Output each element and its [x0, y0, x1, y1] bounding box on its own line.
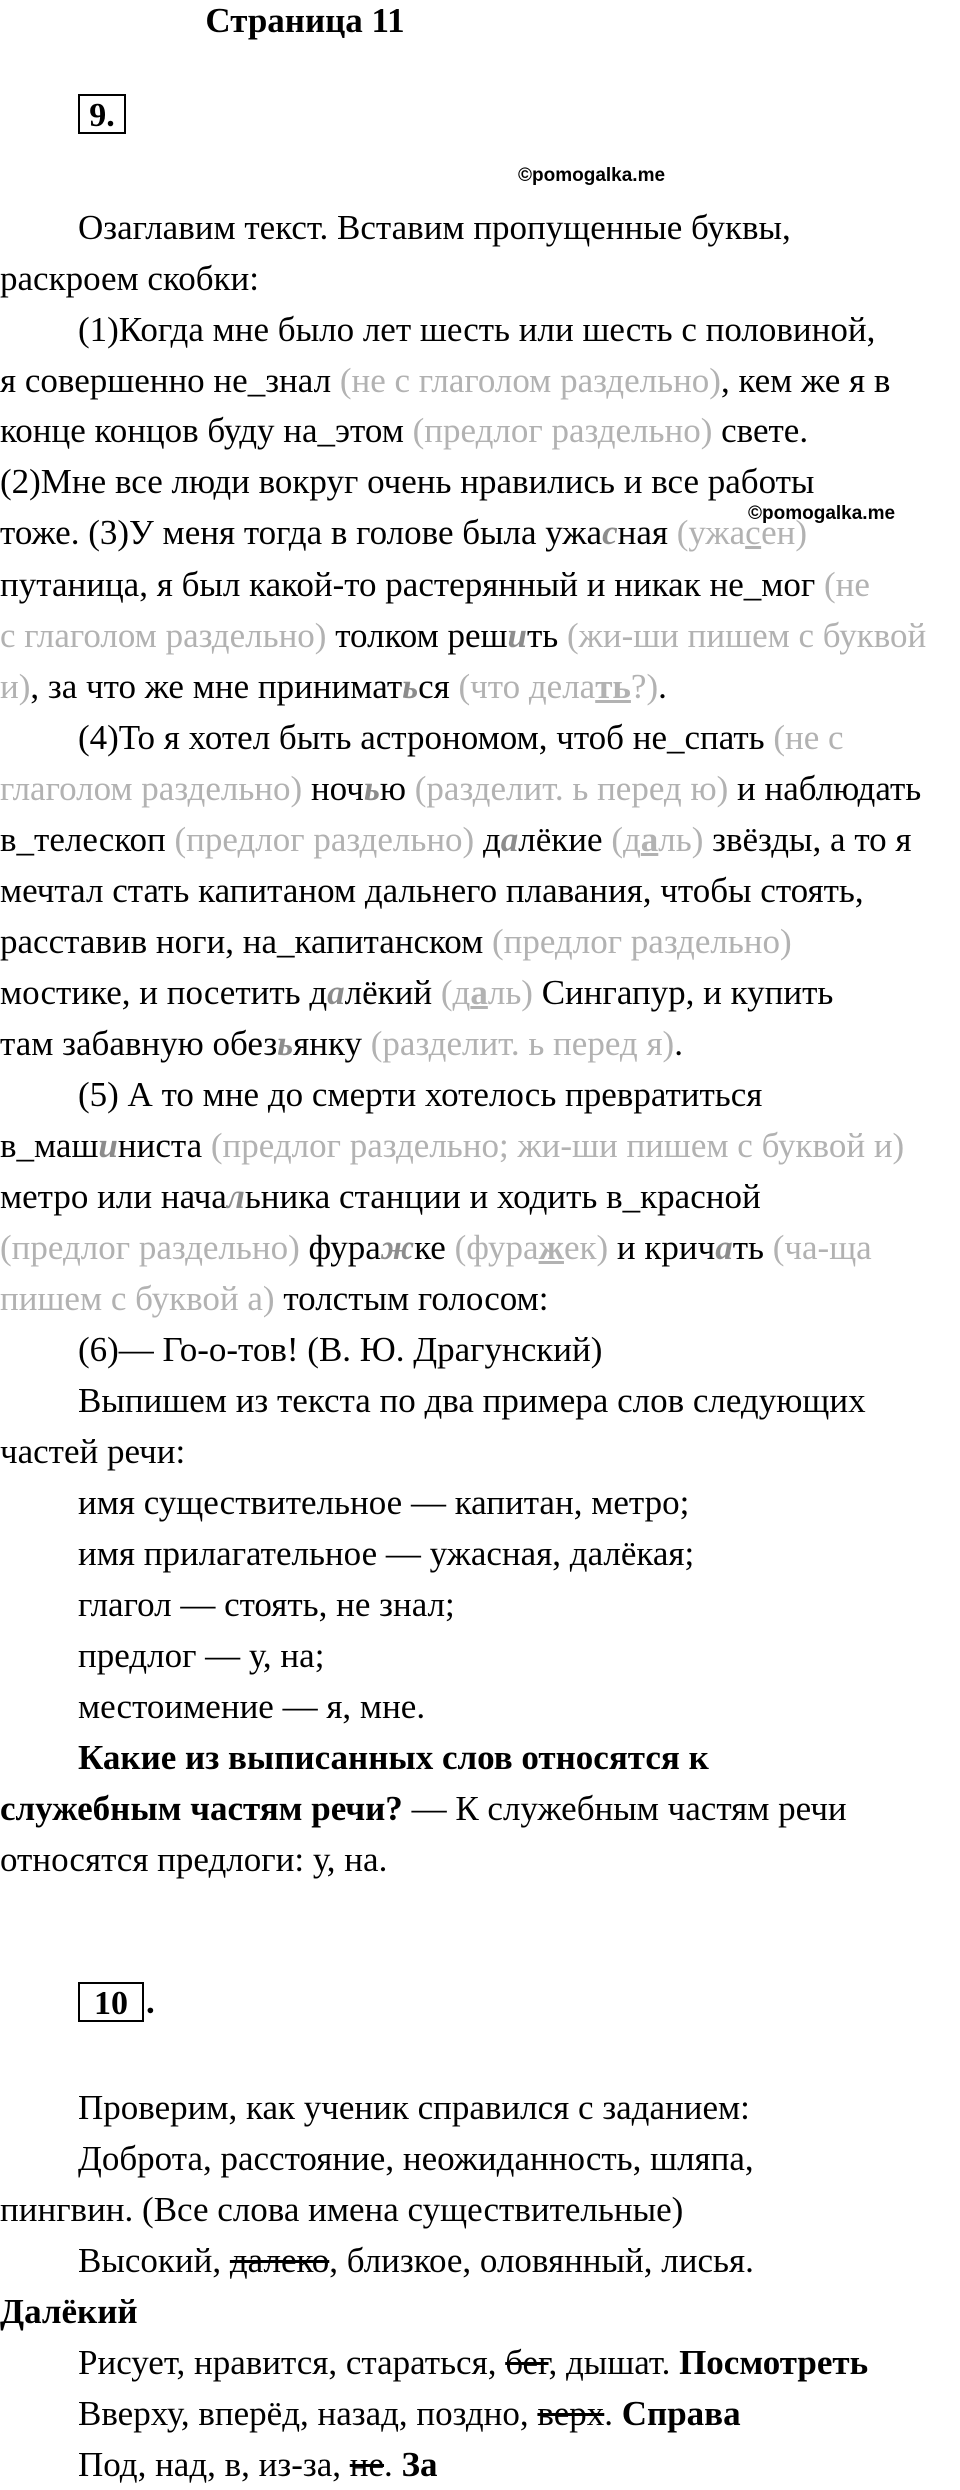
- text-line: я совершенно не_знал (не с глаголом раздельно), кем же я в: [0, 361, 891, 400]
- task-number-10: 10: [78, 1982, 144, 2022]
- correct-word: Посмотреть: [679, 2343, 869, 2382]
- text-line: раскроем скобки:: [0, 259, 259, 298]
- text-line: пингвин. (Все слова имена существительные): [0, 2190, 684, 2229]
- text-line: Выпишем из текста по два примера слов следующих: [78, 1381, 866, 1420]
- inserted-letter: ь: [277, 1024, 294, 1063]
- rule-note: (не с глаголом раздельно): [339, 361, 721, 400]
- task-number-dot: .: [146, 1982, 155, 2021]
- struck-word: не: [349, 2445, 385, 2484]
- inserted-letter: ж: [380, 1228, 415, 1267]
- inserted-letter: л: [226, 1177, 245, 1216]
- text-line: частей речи:: [0, 1432, 186, 1471]
- answer-line: относятся предлоги: у, на.: [0, 1840, 388, 1879]
- text-line: Под, над, в, из-за, не. За: [78, 2445, 438, 2484]
- struck-word: бег: [505, 2343, 549, 2382]
- list-item: местоимение — я, мне.: [78, 1687, 426, 1726]
- inserted-letter: с: [602, 513, 618, 552]
- list-item: предлог — у, на;: [78, 1636, 325, 1675]
- inserted-letter: а: [500, 820, 519, 859]
- text-line: метро или начальника станции и ходить в_красной: [0, 1177, 761, 1216]
- text-line: (6)— Го-о-тов! (В. Ю. Драгунский): [78, 1330, 603, 1369]
- inserted-letter: ь: [402, 667, 419, 706]
- list-item: глагол — стоять, не знал;: [78, 1585, 455, 1624]
- rule-note: (предлог раздельно): [412, 411, 713, 450]
- correct-word: За: [401, 2445, 438, 2484]
- text-line: Озаглавим текст. Вставим пропущенные буквы,: [78, 208, 791, 247]
- text-line: путаница, я был какой-то растерянный и никак не_мог (не: [0, 565, 870, 604]
- correct-word: Справа: [621, 2394, 741, 2433]
- inserted-letter: и: [98, 1126, 118, 1165]
- text-line: пишем с буквой а) толстым голосом:: [0, 1279, 549, 1318]
- page-title: Страница 11: [205, 1, 405, 40]
- list-item: имя существительное — капитан, метро;: [78, 1483, 690, 1522]
- text-line: Вверху, вперёд, назад, поздно, верх. Справа: [78, 2394, 741, 2433]
- text-line: расставив ноги, на_капитанском (предлог раздельно): [0, 922, 792, 961]
- text-line: мостике, и посетить далёкий (даль) Сингапур, и купить: [0, 973, 834, 1012]
- text-line: Проверим, как ученик справился с заданием:: [78, 2088, 750, 2127]
- text-line: с глаголом раздельно) толком решить (жи-ши пишем с буквой: [0, 616, 927, 655]
- text-line: тоже. (3)У меня тогда в голове была ужасная (ужасен): [0, 513, 808, 552]
- text-line: (1)Когда мне было лет шесть или шесть с половиной,: [78, 310, 876, 349]
- question-line: служебным частям речи? — К служебным частям речи: [0, 1789, 847, 1828]
- watermark: ©pomogalka.me: [518, 165, 666, 186]
- text-line: в_телескоп (предлог раздельно) далёкие (даль) звёзды, а то я: [0, 820, 912, 859]
- inserted-letter: а: [715, 1228, 733, 1267]
- text-line: в_машиниста (предлог раздельно; жи-ши пишем с буквой и): [0, 1126, 905, 1165]
- list-item: имя прилагательное — ужасная, далёкая;: [78, 1534, 695, 1573]
- text-line: и), за что же мне приниматься (что делать?).: [0, 667, 667, 706]
- struck-word: верх: [537, 2394, 605, 2433]
- task-number-9: 9.: [78, 94, 126, 134]
- text-line: Рисует, нравится, стараться, бег, дышат. Посмотреть: [78, 2343, 869, 2382]
- text-line: Доброта, расстояние, неожиданность, шляпа,: [78, 2139, 754, 2178]
- correct-word: Далёкий: [0, 2292, 138, 2331]
- inserted-letter: а: [327, 973, 345, 1012]
- text-line: мечтал стать капитаном дальнего плавания, чтобы стоять,: [0, 871, 864, 910]
- text-line: там забавную обезьянку (разделит. ь перед я).: [0, 1024, 683, 1063]
- text-line: (2)Мне все люди вокруг очень нравились и все работы: [0, 462, 815, 501]
- struck-word: далеко: [229, 2241, 330, 2280]
- text-line: (5) А то мне до смерти хотелось превратиться: [78, 1075, 763, 1114]
- text-line: Высокий, далеко, близкое, оловянный, лисья.: [78, 2241, 754, 2280]
- text-line: конце концов буду на_этом (предлог раздельно) свете.: [0, 411, 809, 450]
- watermark: ©pomogalka.me: [748, 503, 896, 524]
- inserted-letter: и: [507, 616, 527, 655]
- question-line: Какие из выписанных слов относятся к: [78, 1738, 709, 1777]
- text-line: (4)То я хотел быть астрономом, чтоб не_спать (не с: [78, 718, 844, 757]
- inserted-letter: ь: [363, 769, 380, 808]
- text-line: (предлог раздельно) фуражке (фуражек) и кричать (ча-ща: [0, 1228, 872, 1267]
- text-line: глаголом раздельно) ночью (разделит. ь перед ю) и наблюдать: [0, 769, 922, 808]
